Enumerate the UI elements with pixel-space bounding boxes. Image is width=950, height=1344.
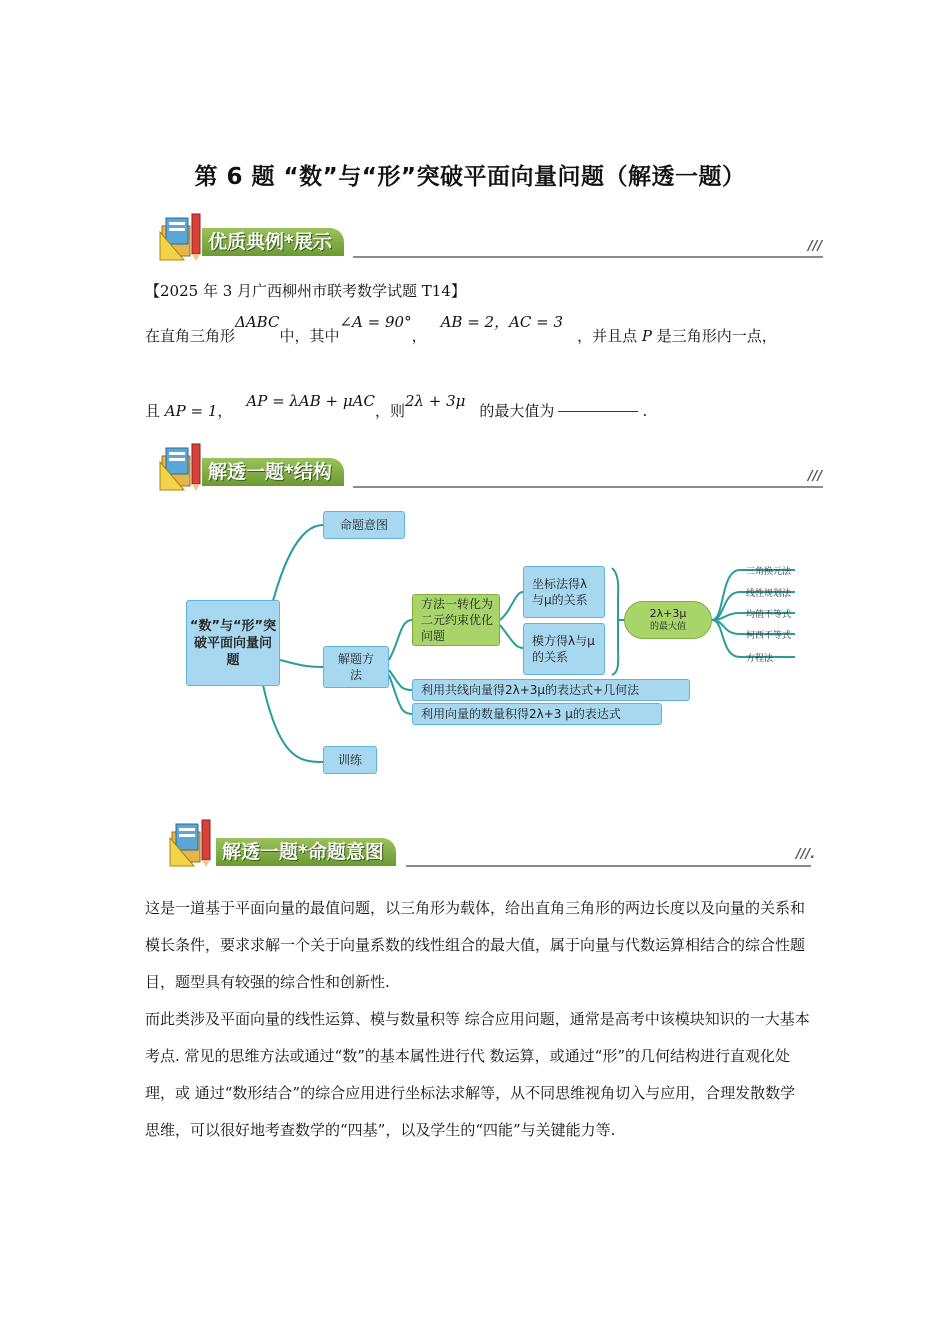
text: ，	[411, 327, 427, 345]
section-banner-label: 解透一题*命题意图	[216, 838, 396, 866]
mindmap-leaf: 三角换元法	[746, 567, 792, 577]
text: 中，其中	[279, 327, 340, 345]
stationery-icon	[168, 818, 218, 868]
connector	[612, 568, 618, 675]
page-title: 第 6 题 “数”与“形”突破平面向量问题（解透一题）	[194, 164, 746, 190]
mindmap-node-method: 解题方法	[323, 646, 389, 688]
triangle-label: ΔABC	[235, 313, 280, 331]
angle-condition: ∠A = 90°	[339, 313, 412, 331]
connector	[500, 592, 523, 620]
slash-mark: ///	[808, 469, 823, 484]
mindmap-node-intent: 命题意图	[323, 511, 405, 539]
connector	[500, 625, 523, 648]
text: ，则	[374, 402, 405, 420]
text: 且	[145, 402, 161, 420]
slash-mark: ///.	[796, 847, 816, 862]
mindmap-node-training: 训练	[323, 746, 377, 774]
mindmap-node-modulus: 模方得λ与μ的关系	[523, 623, 605, 675]
problem-source: 【2025 年 3 月广西柳州市联考数学试题 T14】	[145, 282, 466, 300]
point-label: P	[641, 327, 652, 345]
intent-text	[145, 890, 810, 1149]
target-expression: 2λ + 3μ	[404, 392, 466, 410]
vector-equation: AP = λAB + μAC	[246, 392, 375, 410]
connector	[389, 675, 412, 714]
section-banner-label: 优质典例*展示	[202, 228, 344, 256]
max-label: 的最大值	[649, 622, 686, 632]
text: ，	[217, 402, 233, 420]
section-banner-intent	[168, 818, 816, 868]
paragraph: 这是一道基于平面向量的最值问题，以三角形为载体，给出直角三角形的两边长度以及向量的关系和模长条件，要求求解一个关于向量系数的线性组合的最大值，属于向量与代数运算相结合的综合性题目，题型具有较强的综合性和创新性.	[145, 899, 806, 991]
text: 在直角三角形	[145, 327, 236, 345]
mindmap-node-collinear: 利用共线向量得2λ+3μ的表达式+几何法	[412, 679, 690, 701]
mindmap-node-max	[624, 601, 712, 639]
connector	[280, 660, 323, 667]
section-banner-label: 解透一题*结构	[202, 458, 344, 486]
mindmap-leaf: 方程法	[746, 654, 774, 664]
text: ，并且点	[577, 327, 638, 345]
mindmap-node-coord: 坐标法得λ与μ的关系	[523, 566, 605, 618]
max-expression: 2λ+3μ	[649, 607, 687, 620]
mindmap-node-transform: 方法一转化为二元约束优化问题	[412, 594, 500, 646]
text: 的最大值为	[479, 402, 555, 420]
connector	[389, 620, 412, 660]
divider	[406, 865, 811, 867]
connector	[263, 685, 323, 762]
mindmap-leaf: 线性规划法	[746, 589, 792, 599]
sides-condition: AB = 2，AC = 3	[440, 313, 564, 331]
paragraph: 而此类涉及平面向量的线性运算、模与数量积等 综合应用问题，通常是高考中该模块知识的一大基本考点. 常见的思维方法或通过“数”的基本属性进行代 数运算，或通过“形”的几何结构进行直观化处理，或 通过“数形结合”的综合应用进行坐标法求解等，从不同思维视角切入与应用，合理发散数学思维，可以很好地考查数学的“四基”，以及学生的“四能”与关键能力等.	[145, 1010, 810, 1139]
ap-length: AP = 1	[164, 402, 218, 420]
mindmap-leaf: 均值不等式	[746, 610, 792, 620]
mindmap-leaf: 柯西不等式	[746, 631, 792, 641]
mindmap-node-dot: 利用向量的数量积得2λ+3 μ的表达式	[412, 703, 662, 725]
mindmap-root: “数”与“形”突破平面向量问题	[186, 600, 280, 686]
slash-mark: ///	[808, 239, 823, 254]
text: 是三角形内一点，	[656, 327, 777, 345]
text: .	[642, 402, 648, 420]
